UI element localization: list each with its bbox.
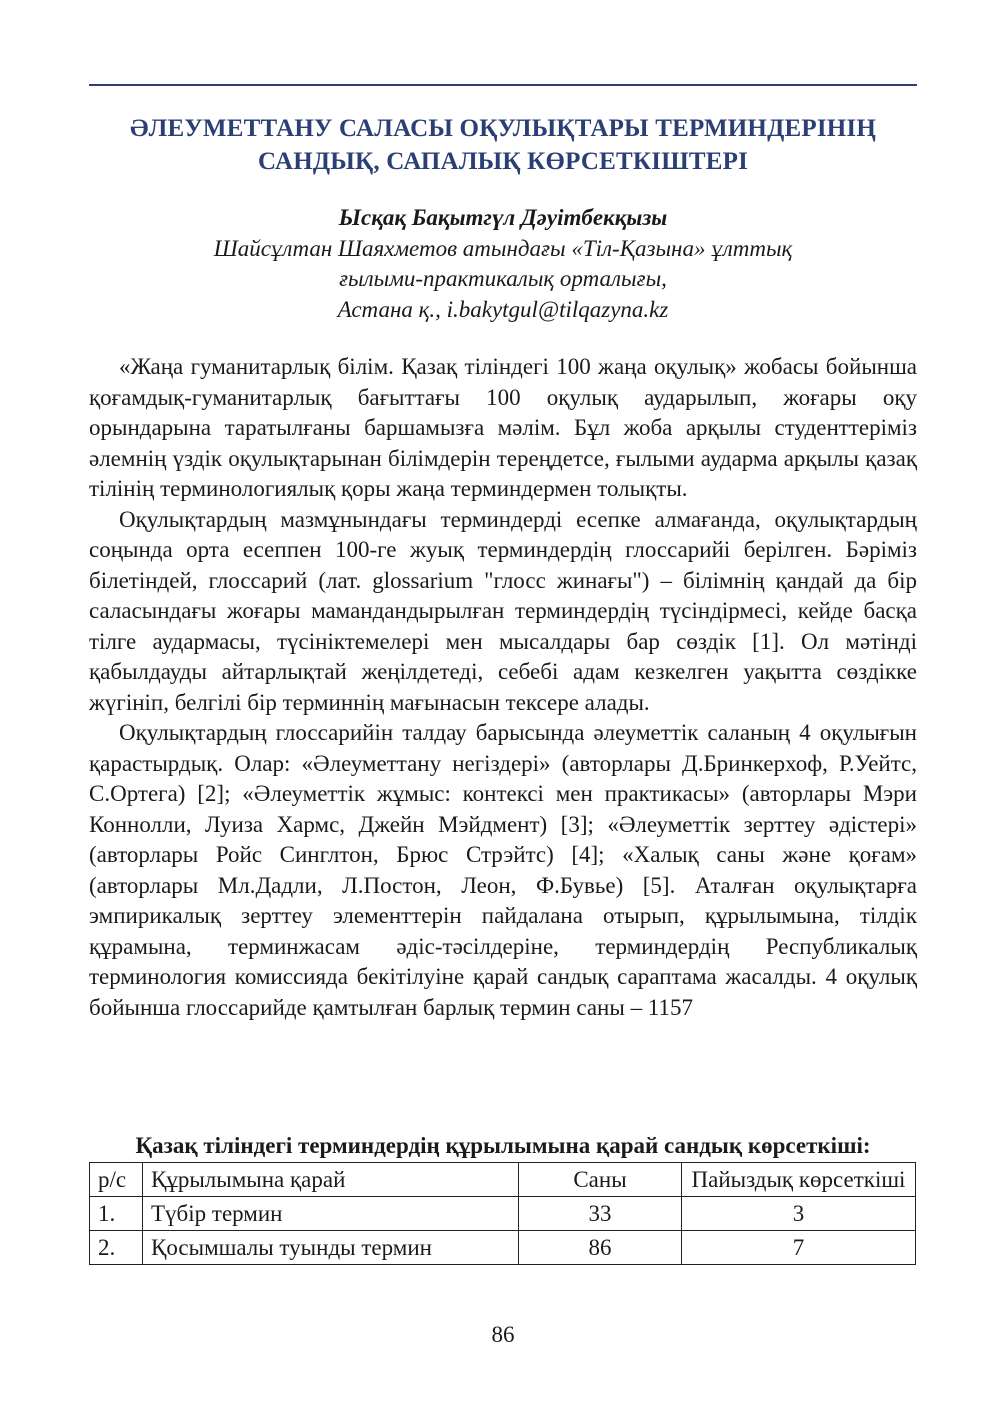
paragraph-2: Оқулықтардың мазмұнындағы терминдерді есепке алмағанда, оқулықтардың соңында орта есеппен 100-ге жуық терминдердің глоссарийі берілген. Бәріміз білетіндей, глоссарий (лат. glossarium "глосс жинағы") – білімнің қандай да бір саласындағы жоғары мамандандырылған терминдердің түсіндірмесі, кейде басқа тілге аудармасы, түсініктемелері мен мысалдары бар сөздік [1]. Ол мәтінді қабылдауды айтарлықтай жеңілдетеді, себебі адам кезкелген уақытта сөздікке жүгініп, белгілі бір терминнің мағынасын тексере алады. [89,506,917,715]
header-structure: Құрылымына қарай [143,1163,519,1197]
header-index: р/с [90,1163,143,1197]
title-line-1: ӘЛЕУМЕТТАНУ САЛАСЫ ОҚУЛЫҚТАРЫ ТЕРМИНДЕРІНІҢ [130,115,876,142]
row-count: 86 [519,1231,682,1265]
article-title [89,112,917,178]
article-body [89,352,917,1023]
row-index: 2. [90,1231,143,1265]
location-email: Астана қ., i.bakytgul@tilqazyna.kz [337,296,669,322]
row-index: 1. [90,1197,143,1231]
row-percent: 3 [682,1197,916,1231]
table-caption: Қазақ тіліндегі терминдердің құрылымына қарай сандық көрсеткіші: [135,1133,871,1158]
row-percent: 7 [682,1231,916,1265]
affiliation-line-2: ғылыми-практикалық орталығы, [339,266,667,291]
paragraph-3: Оқулықтардың глоссарийін талдау барысында әлеуметтік саланың 4 оқулығын қарастырдық. Олар: «Әлеуметтану негіздері» (авторлары Д.Бринкерхоф, Р.Уейтс, С.Ортега) [2]; «Әлеуметтік жұмыс: контексі мен практикасы» (авторлары Мэри Коннолли, Луиза Хармс, Джейн Мэйдмент) [3]; «Әлеуметтік зерттеу әдістері» (авторлары Ройс Синглтон, Брюс Стрэйтс) [4]; «Халық саны және қоғам» (авторлары Мл.Дадли, Л.Постон, Леон, Ф.Бувье) [5]. Аталған оқулықтарға эмпирикалық зерттеу элементтерін пайдалана отырып, құрылымына, тілдік құрамына, терминжасам әдіс-тәсілдеріне, терминдердің Республикалық терминология комиссияда бекітілуіне қарай сандық сараптама жасалды. 4 оқулық бойынша глоссарийде қамтылған барлық термин саны – 1157 [89,720,917,1020]
author-name: Ысқақ Бақытгүл Дәуітбекқызы [338,205,668,230]
header-count: Саны [519,1163,682,1197]
table-row [90,1197,916,1231]
table-row [90,1231,916,1265]
paragraph-1: «Жаңа гуманитарлық білім. Қазақ тіліндегі 100 жаңа оқулық» жобасы бойынша қоғамдық-гуманитарлық бағыттағы 100 оқулық аударылып, жоғары оқу орындарына таратылғаны баршамызға мәлім. Бұл жоба арқылы студенттеріміз әлемнің үздік оқулықтарынан білімдерін тереңдетсе, ғылыми аударма арқылы қазақ тілінің терминологиялық қоры жаңа терминдермен толықты. [89,354,917,501]
affiliation-line-1: Шайсұлтан Шаяхметов атындағы «Тіл-Қазына» ұлттық [213,235,793,261]
header-rule [89,84,917,86]
title-line-2: САНДЫҚ, САПАЛЫҚ КӨРСЕТКІШТЕРІ [258,148,748,175]
row-structure: Түбір термин [143,1197,519,1231]
terms-table [89,1162,916,1265]
page-number: 86 [491,1322,515,1347]
author-block [89,203,917,325]
row-structure: Қосымшалы туынды термин [143,1231,519,1265]
row-count: 33 [519,1197,682,1231]
header-percent: Пайыздық көрсеткіші [682,1163,916,1197]
table-header-row [90,1163,916,1197]
